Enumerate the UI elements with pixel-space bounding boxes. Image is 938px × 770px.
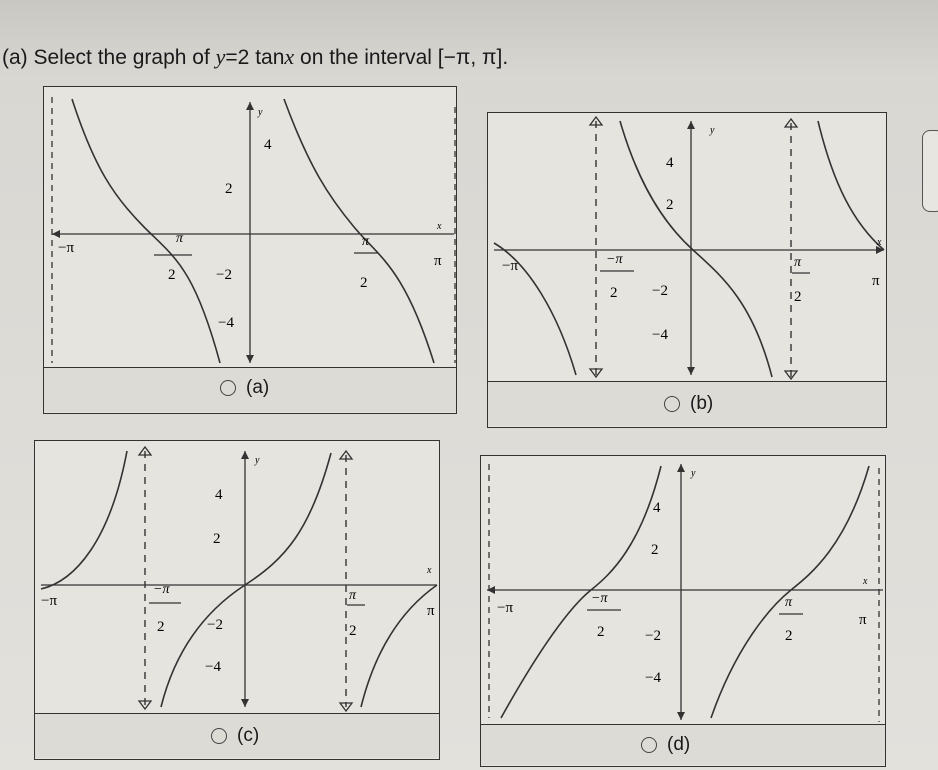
graph-c bbox=[35, 441, 439, 759]
graph-d bbox=[481, 456, 885, 766]
graph-d-branch-left bbox=[501, 466, 661, 718]
x-axis-arrow-left-icon bbox=[487, 586, 495, 594]
label-y4: 4 bbox=[666, 155, 674, 171]
label-y2: 2 bbox=[666, 197, 674, 213]
graph-c-branch-middle bbox=[161, 453, 331, 707]
y-axis-arrow-down-icon bbox=[687, 367, 695, 375]
label-neg-half-pi-top: π bbox=[176, 231, 184, 246]
question-middle: on the interval bbox=[300, 46, 432, 69]
label-half-pi-top: π bbox=[349, 588, 357, 603]
interval: [−π, π]. bbox=[437, 46, 509, 69]
graph-a bbox=[44, 87, 456, 413]
question-text bbox=[2, 44, 508, 70]
side-scroll-tab[interactable] bbox=[922, 130, 938, 212]
option-c-label: (c) bbox=[237, 725, 260, 746]
label-y-axis: y bbox=[710, 125, 715, 136]
label-half-pi-bottom: 2 bbox=[360, 275, 368, 291]
y-axis-arrow-up-icon bbox=[687, 121, 695, 129]
label-yn4: −4 bbox=[205, 659, 221, 675]
label-neg-half-pi-bottom: 2 bbox=[610, 285, 618, 301]
label-half-pi-bottom: 2 bbox=[785, 628, 793, 644]
radio-c[interactable] bbox=[211, 728, 227, 744]
graph-a-branch-left bbox=[72, 99, 220, 363]
label-pi: π bbox=[427, 603, 435, 619]
label-y-axis: y bbox=[255, 455, 260, 466]
label-half-pi-top: π bbox=[362, 234, 370, 249]
label-yn2: −2 bbox=[216, 267, 232, 283]
label-half-pi-bottom: 2 bbox=[349, 623, 357, 639]
option-b[interactable] bbox=[664, 393, 713, 415]
label-x-axis: x bbox=[427, 565, 432, 576]
label-pi: π bbox=[872, 273, 880, 289]
x-axis-arrow-left-icon bbox=[52, 230, 60, 238]
label-y-axis: y bbox=[258, 107, 263, 118]
graph-panel-a[interactable] bbox=[43, 86, 457, 414]
label-yn2: −2 bbox=[652, 283, 668, 299]
option-a-label: (a) bbox=[246, 377, 270, 398]
label-neg-half-pi-bottom: 2 bbox=[168, 267, 176, 283]
graph-a-curves bbox=[72, 99, 434, 363]
label-neg-half-pi-bottom: 2 bbox=[157, 619, 165, 635]
graph-a-branch-right bbox=[284, 99, 434, 363]
var-y: y bbox=[215, 44, 226, 69]
label-neg-half-pi-top: −π bbox=[153, 582, 170, 597]
label-y2: 2 bbox=[651, 542, 659, 558]
label-y-axis: y bbox=[691, 468, 696, 479]
graph-c-curves bbox=[41, 451, 437, 707]
y-axis-arrow-down-icon bbox=[241, 699, 249, 707]
graph-d-curves bbox=[501, 466, 869, 718]
graph-panel-c[interactable] bbox=[34, 440, 440, 760]
label-neg-pi: −π bbox=[41, 593, 58, 609]
label-pi: π bbox=[859, 612, 867, 628]
graph-panel-d[interactable] bbox=[480, 455, 886, 767]
radio-b[interactable] bbox=[664, 396, 680, 412]
label-neg-pi: −π bbox=[58, 240, 75, 256]
label-x-axis: x bbox=[877, 237, 882, 248]
graph-a-axes bbox=[52, 97, 455, 363]
graph-b-curves bbox=[494, 121, 884, 377]
graph-c-branch-left bbox=[41, 451, 127, 589]
label-y2: 2 bbox=[225, 181, 233, 197]
graph-c-branch-right bbox=[361, 585, 437, 707]
graph-b-branch-middle bbox=[620, 121, 772, 377]
label-half-pi-top: π bbox=[794, 255, 802, 270]
var-x: x bbox=[284, 44, 295, 69]
label-yn4: −4 bbox=[645, 670, 661, 686]
option-d-label: (d) bbox=[667, 734, 691, 755]
label-x-axis: x bbox=[863, 576, 868, 587]
label-yn4: −4 bbox=[652, 327, 668, 343]
label-x-axis: x bbox=[437, 221, 442, 232]
label-neg-half-pi-bottom: 2 bbox=[597, 624, 605, 640]
option-a[interactable] bbox=[220, 377, 269, 399]
graph-b bbox=[488, 113, 886, 427]
label-yn4: −4 bbox=[218, 315, 234, 331]
label-half-pi-bottom: 2 bbox=[794, 289, 802, 305]
label-neg-pi: −π bbox=[497, 600, 514, 616]
y-axis-arrow-down-icon bbox=[246, 355, 254, 363]
label-y4: 4 bbox=[215, 487, 223, 503]
graph-b-branch-right bbox=[818, 121, 884, 250]
option-c[interactable] bbox=[211, 725, 259, 747]
label-y4: 4 bbox=[653, 500, 661, 516]
graph-panel-b[interactable] bbox=[487, 112, 887, 428]
radio-d[interactable] bbox=[641, 737, 657, 753]
equals-sign: = bbox=[225, 46, 238, 69]
radio-a[interactable] bbox=[220, 380, 236, 396]
y-axis-arrow-up-icon bbox=[241, 451, 249, 459]
label-yn2: −2 bbox=[645, 628, 661, 644]
option-b-label: (b) bbox=[690, 393, 714, 414]
graph-d-branch-right bbox=[711, 466, 869, 718]
coefficient: 2 bbox=[237, 46, 250, 69]
label-y2: 2 bbox=[213, 531, 221, 547]
y-axis-arrow-down-icon bbox=[677, 712, 685, 720]
label-pi: π bbox=[434, 253, 442, 269]
label-half-pi-top: π bbox=[785, 595, 793, 610]
label-neg-half-pi-top: −π bbox=[606, 252, 623, 267]
label-neg-pi: −π bbox=[502, 258, 519, 274]
label-neg-half-pi-top: −π bbox=[591, 591, 608, 606]
option-d[interactable] bbox=[641, 734, 690, 756]
question-prefix: (a) Select the graph of bbox=[2, 46, 210, 69]
label-yn2: −2 bbox=[207, 617, 223, 633]
function-name: tan bbox=[255, 46, 285, 69]
y-axis-arrow-up-icon bbox=[677, 464, 685, 472]
label-y4: 4 bbox=[264, 137, 272, 153]
y-axis-arrow-up-icon bbox=[246, 102, 254, 110]
